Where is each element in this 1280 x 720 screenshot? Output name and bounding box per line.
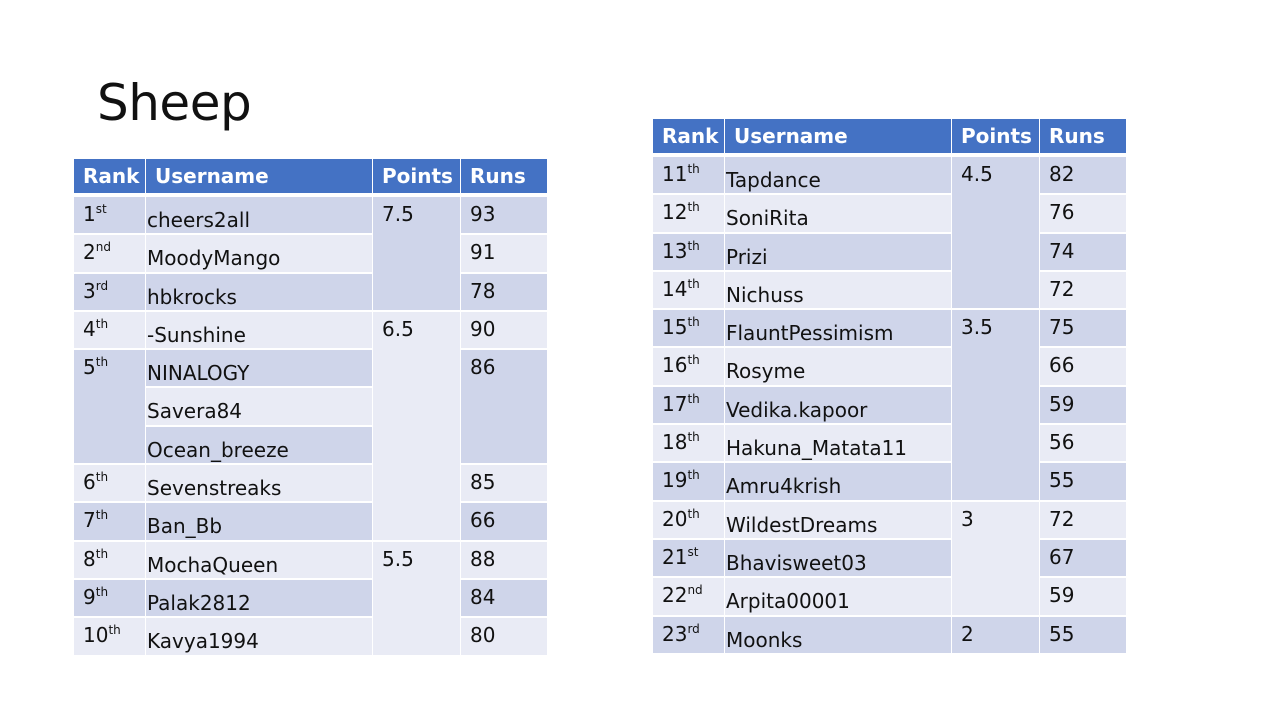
table-row: [74, 618, 548, 656]
username-cell: Sevenstreaks: [146, 465, 373, 503]
runs-cell: 72: [1040, 272, 1127, 310]
header-runs: Runs: [461, 159, 548, 197]
rank-cell: 2nd: [74, 235, 146, 273]
rank-cell: 19th: [653, 463, 725, 501]
table-row: [74, 350, 548, 388]
rank-cell: 22nd: [653, 578, 725, 616]
leaderboard-table-left: [74, 159, 548, 657]
header-points: Points: [952, 119, 1040, 157]
rank-cell: 3rd: [74, 274, 146, 312]
table-row: [653, 540, 1127, 578]
rank-cell: 18th: [653, 425, 725, 463]
username-cell: Ban_Bb: [146, 503, 373, 541]
table-row: [74, 235, 548, 273]
runs-cell: 93: [461, 197, 548, 235]
username-cell: Bhavisweet03: [725, 540, 952, 578]
points-cell: 5.5: [373, 542, 461, 657]
points-cell: 6.5: [373, 312, 461, 542]
table-row: [653, 195, 1127, 233]
header-rank: Rank: [653, 119, 725, 157]
rank-cell: 13th: [653, 234, 725, 272]
header-username: Username: [146, 159, 373, 197]
rank-cell: 11th: [653, 157, 725, 195]
rank-cell: 7th: [74, 503, 146, 541]
table-row: [653, 387, 1127, 425]
runs-cell: 78: [461, 274, 548, 312]
runs-cell: 55: [1040, 463, 1127, 501]
table-row: [74, 312, 548, 350]
rank-cell: 10th: [74, 618, 146, 656]
runs-cell: 66: [461, 503, 548, 541]
table-header-row: [653, 119, 1127, 157]
runs-cell: 55: [1040, 617, 1127, 655]
table-row: [653, 310, 1127, 348]
rank-cell: 5th: [74, 350, 146, 465]
rank-cell: 8th: [74, 542, 146, 580]
username-cell: Nichuss: [725, 272, 952, 310]
runs-cell: 85: [461, 465, 548, 503]
points-cell: 7.5: [373, 197, 461, 312]
username-cell: hbkrocks: [146, 274, 373, 312]
runs-cell: 75: [1040, 310, 1127, 348]
username-cell: Prizi: [725, 234, 952, 272]
table-row: [653, 502, 1127, 540]
runs-cell: 72: [1040, 502, 1127, 540]
points-cell: 2: [952, 617, 1040, 655]
table-row: [653, 617, 1127, 655]
username-cell: WildestDreams: [725, 502, 952, 540]
runs-cell: 59: [1040, 578, 1127, 616]
rank-cell: 6th: [74, 465, 146, 503]
username-cell: cheers2all: [146, 197, 373, 235]
table-row: [653, 348, 1127, 386]
username-cell: FlauntPessimism: [725, 310, 952, 348]
table-row: [653, 157, 1127, 195]
rank-cell: 15th: [653, 310, 725, 348]
username-cell: SoniRita: [725, 195, 952, 233]
username-cell: Kavya1994: [146, 618, 373, 656]
points-cell: 3: [952, 502, 1040, 617]
rank-cell: 23rd: [653, 617, 725, 655]
table-row: [74, 542, 548, 580]
table-row: [653, 272, 1127, 310]
points-cell: 3.5: [952, 310, 1040, 501]
leaderboard-table-right: [653, 119, 1127, 655]
runs-cell: 88: [461, 542, 548, 580]
runs-cell: 67: [1040, 540, 1127, 578]
username-cell: Rosyme: [725, 348, 952, 386]
username-cell: Moonks: [725, 617, 952, 655]
rank-cell: 17th: [653, 387, 725, 425]
runs-cell: 74: [1040, 234, 1127, 272]
table-row: [74, 503, 548, 541]
username-cell: Hakuna_Matata11: [725, 425, 952, 463]
username-cell: -Sunshine: [146, 312, 373, 350]
table-row: [74, 580, 548, 618]
username-cell: Palak2812: [146, 580, 373, 618]
runs-cell: 66: [1040, 348, 1127, 386]
username-cell: Savera84: [146, 388, 373, 426]
rank-cell: 21st: [653, 540, 725, 578]
runs-cell: 90: [461, 312, 548, 350]
table-row: [653, 234, 1127, 272]
runs-cell: 59: [1040, 387, 1127, 425]
table-header-row: [74, 159, 548, 197]
username-cell: Ocean_breeze: [146, 427, 373, 465]
table-row: [74, 197, 548, 235]
username-cell: Tapdance: [725, 157, 952, 195]
table-row: [653, 463, 1127, 501]
runs-cell: 56: [1040, 425, 1127, 463]
rank-cell: 9th: [74, 580, 146, 618]
runs-cell: 91: [461, 235, 548, 273]
rank-cell: 4th: [74, 312, 146, 350]
table-row: [74, 465, 548, 503]
points-cell: 4.5: [952, 157, 1040, 310]
runs-cell: 82: [1040, 157, 1127, 195]
header-username: Username: [725, 119, 952, 157]
header-points: Points: [373, 159, 461, 197]
rank-cell: 20th: [653, 502, 725, 540]
rank-cell: 16th: [653, 348, 725, 386]
username-cell: Arpita00001: [725, 578, 952, 616]
table-row: [653, 425, 1127, 463]
header-rank: Rank: [74, 159, 146, 197]
runs-cell: 76: [1040, 195, 1127, 233]
header-runs: Runs: [1040, 119, 1127, 157]
runs-cell: 84: [461, 580, 548, 618]
username-cell: MoodyMango: [146, 235, 373, 273]
table-row: [74, 274, 548, 312]
runs-cell: 80: [461, 618, 548, 656]
username-cell: NINALOGY: [146, 350, 373, 388]
rank-cell: 14th: [653, 272, 725, 310]
rank-cell: 12th: [653, 195, 725, 233]
rank-cell: 1st: [74, 197, 146, 235]
runs-cell: 86: [461, 350, 548, 465]
username-cell: Vedika.kapoor: [725, 387, 952, 425]
username-cell: MochaQueen: [146, 542, 373, 580]
username-cell: Amru4krish: [725, 463, 952, 501]
slide-title: Sheep: [97, 74, 252, 132]
table-row: [653, 578, 1127, 616]
